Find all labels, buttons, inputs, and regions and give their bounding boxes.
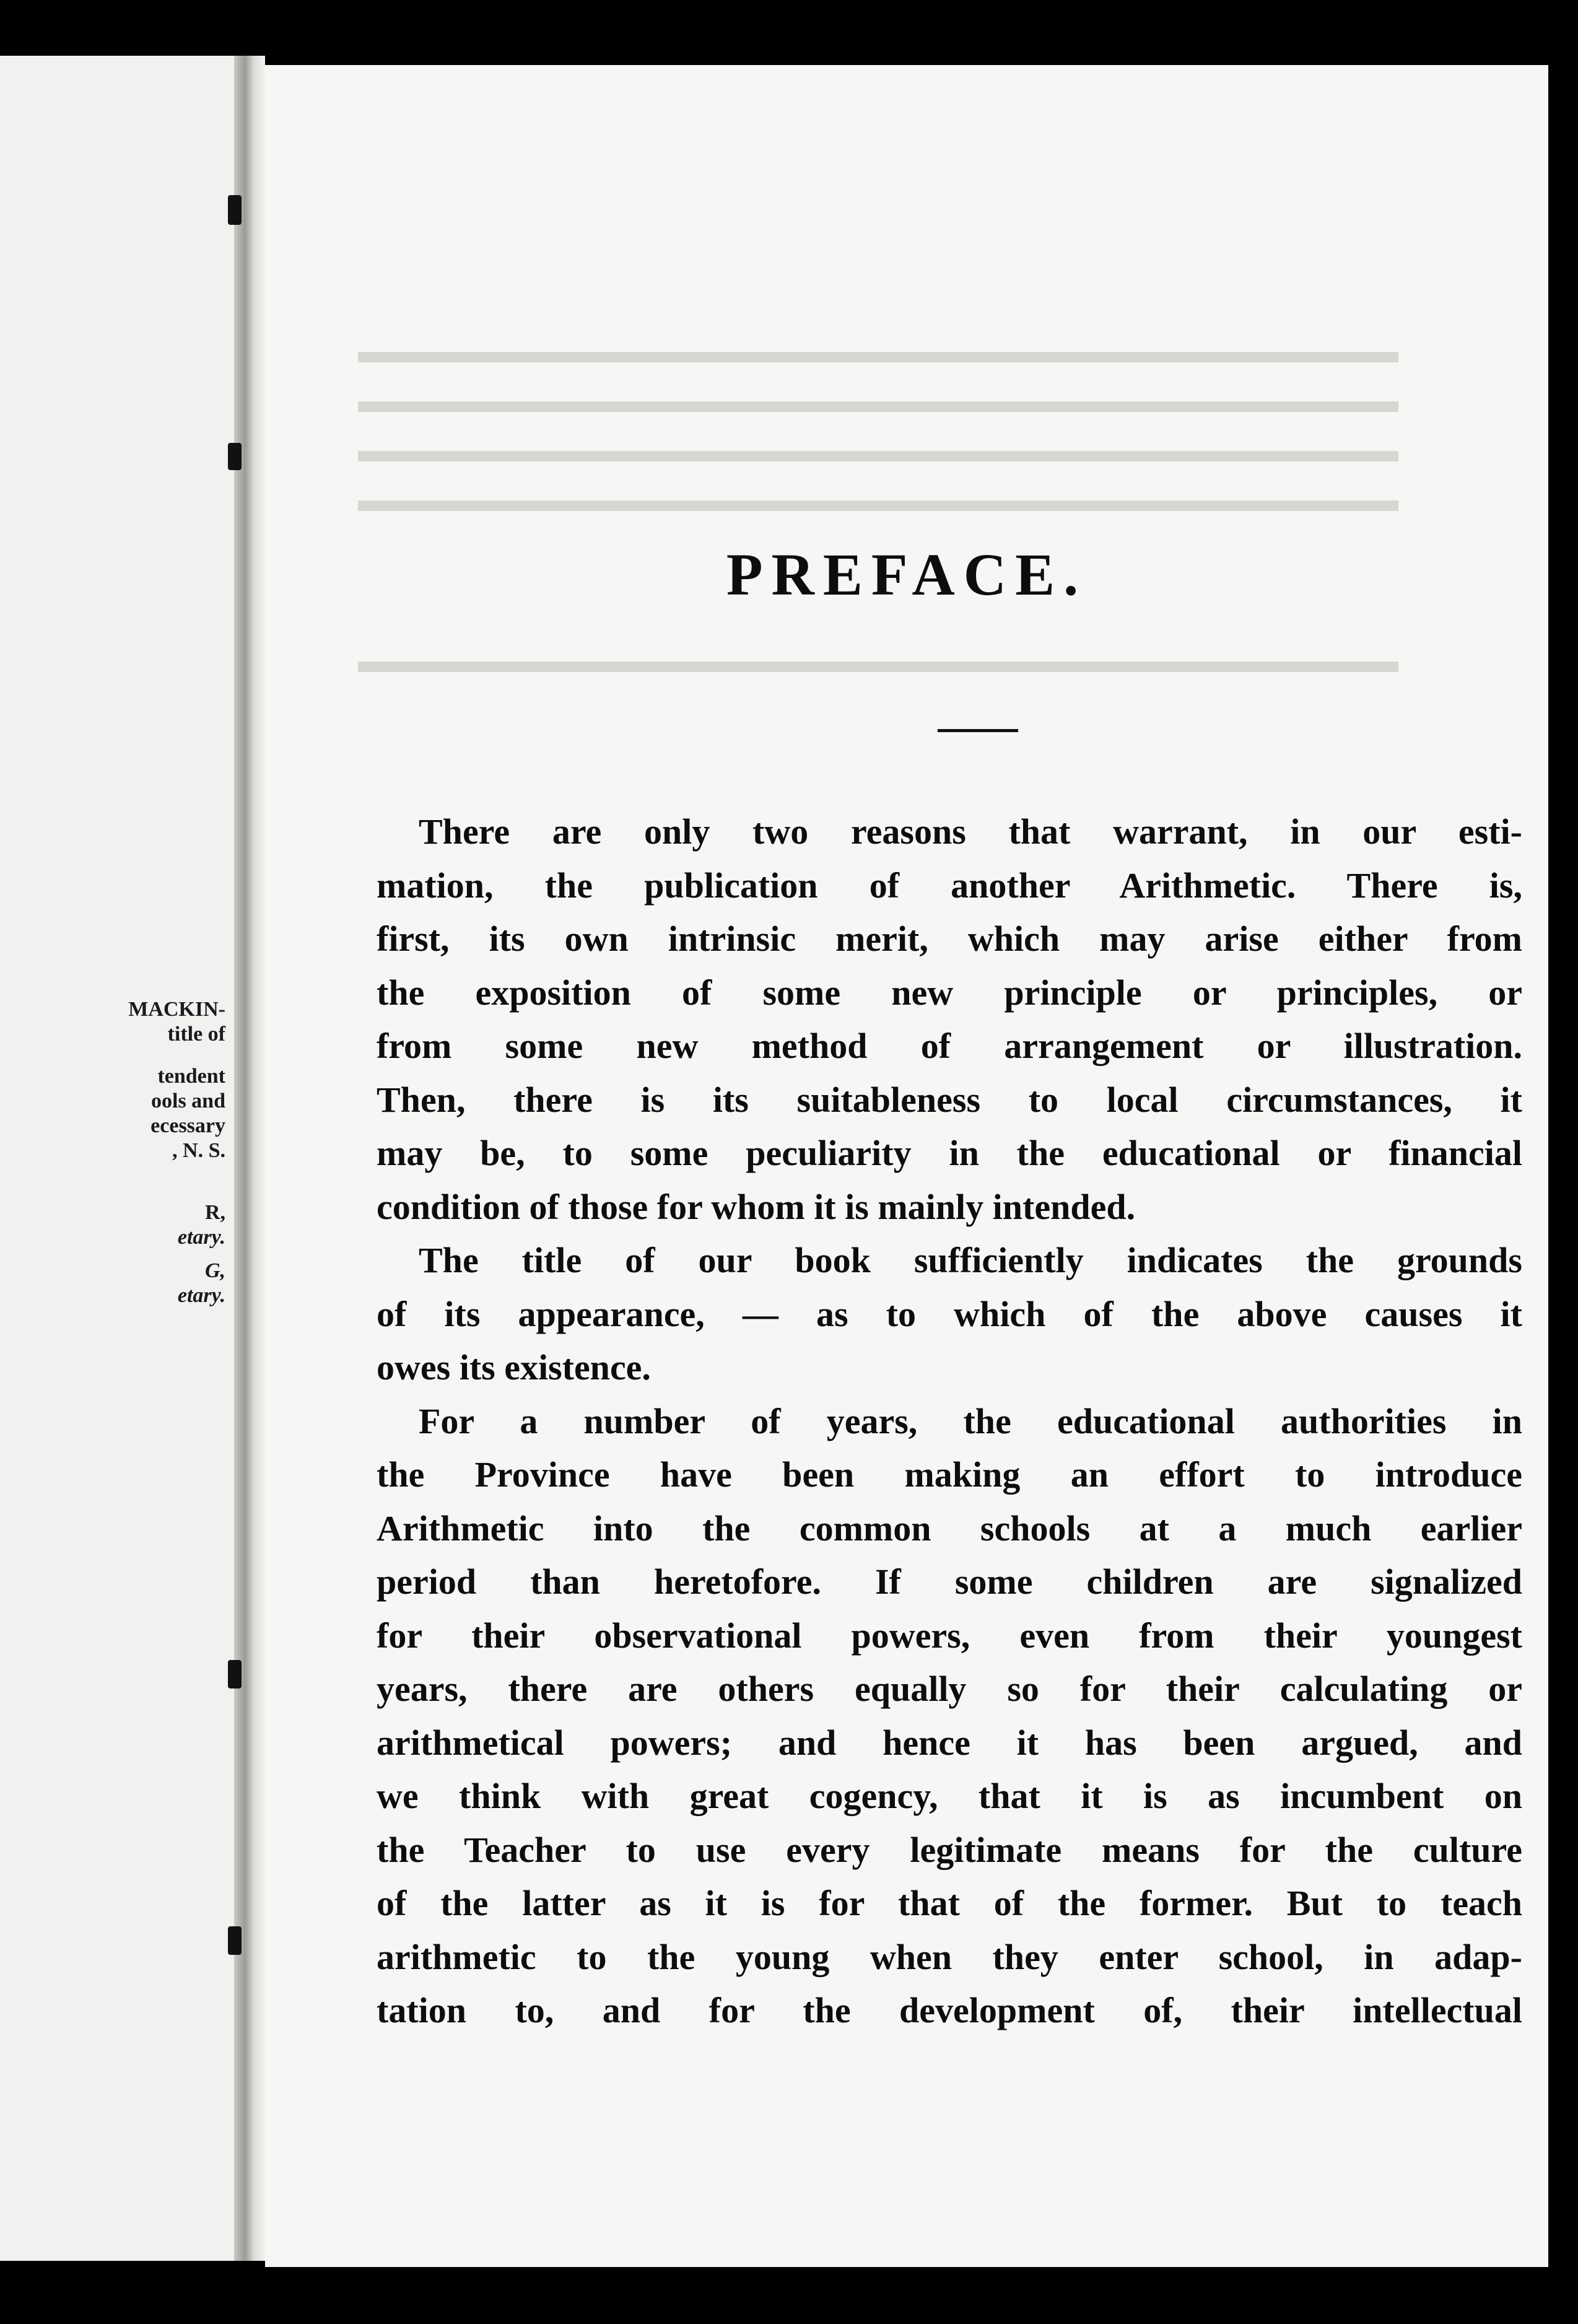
text-line: tation to, and for the development of, their intellectual [377, 1990, 1522, 2030]
text-line: from some new method of arrangement or illustration. [377, 1026, 1522, 1066]
title-rule [938, 729, 1018, 732]
text-line: condition of those for whom it is mainly intended. [377, 1186, 1136, 1227]
text-line: period than heretofore. If some children are signalized [377, 1562, 1522, 1602]
left-page-text-fragment: ecessary [150, 1114, 225, 1137]
text-line: There are only two reasons that warrant, in our esti- [419, 811, 1522, 852]
preface-page [265, 65, 1548, 2267]
text-line: arithmetic to the young when they enter school, in adap- [377, 1936, 1522, 1977]
text-line: Then, there is its suitableness to local circumstances, it [377, 1079, 1522, 1120]
text-line: For a number of years, the educational authorities in [419, 1400, 1522, 1441]
text-line: we think with great cogency, that it is as incumbent on [377, 1776, 1522, 1816]
text-line: may be, to some peculiarity in the educational or financial [377, 1133, 1522, 1173]
binding-thread-mark [228, 195, 242, 225]
text-line: the Province have been making an effort to introduce [377, 1454, 1522, 1495]
text-line: owes its existence. [377, 1347, 651, 1387]
left-page-text-fragment: , N. S. [172, 1139, 225, 1162]
binding-thread-mark [228, 1926, 242, 1955]
text-line: of the latter as it is for that of the former. But to teach [377, 1883, 1522, 1923]
binding-thread-mark [228, 443, 242, 470]
text-line: first, its own intrinsic merit, which may arise either from [377, 919, 1522, 959]
text-line: the exposition of some new principle or principles, or [377, 972, 1522, 1013]
left-page-text-fragment: tendent [157, 1065, 225, 1088]
text-line: the Teacher to use every legitimate means for the culture [377, 1829, 1522, 1870]
left-page-text-fragment: MACKIN- [128, 998, 225, 1021]
left-page-fragment [0, 56, 234, 2261]
text-line: The title of our book sufficiently indicates the grounds [419, 1240, 1522, 1280]
left-page-text-fragment: ools and [151, 1090, 225, 1112]
text-line: mation, the publication of another Arithmetic. There is, [377, 865, 1522, 906]
left-page-text-fragment: G, [204, 1259, 225, 1282]
text-line: for their observational powers, even from their youngest [377, 1615, 1522, 1656]
left-page-text-fragment: R, [204, 1201, 225, 1224]
text-line: arithmetical powers; and hence it has been argued, and [377, 1722, 1522, 1763]
text-line: years, there are others equally so for their calculating or [377, 1669, 1522, 1709]
left-page-text-fragment: title of [167, 1023, 225, 1046]
preface-body [377, 805, 1522, 2038]
text-line: of its appearance, — as to which of the above causes it [377, 1293, 1522, 1334]
page-title: PREFACE. [726, 541, 1088, 608]
left-page-text-fragment: etary. [177, 1226, 225, 1249]
left-page-text-fragment: etary. [177, 1284, 225, 1307]
show-through-texture: ▬▬▬▬▬▬▬▬▬▬▬▬▬▬▬▬▬▬▬▬▬▬▬▬▬▬▬▬▬▬ ▬▬▬▬▬▬▬▬▬▬▬▬▬▬▬▬▬▬▬▬▬▬▬▬▬▬▬▬▬▬ ▬▬▬▬▬▬▬▬▬▬▬▬▬▬▬▬▬▬▬▬▬▬▬▬▬▬▬▬▬▬ ▬▬▬▬▬▬▬▬▬▬▬▬▬▬▬▬▬▬▬▬▬▬▬▬▬▬▬▬▬▬ ▬▬▬▬▬▬▬▬▬▬▬▬▬▬▬▬▬▬▬▬▬▬▬▬▬▬▬▬▬▬ [358, 332, 1398, 680]
binding-thread-mark [228, 1660, 242, 1688]
text-line: Arithmetic into the common schools at a much earlier [377, 1508, 1522, 1549]
